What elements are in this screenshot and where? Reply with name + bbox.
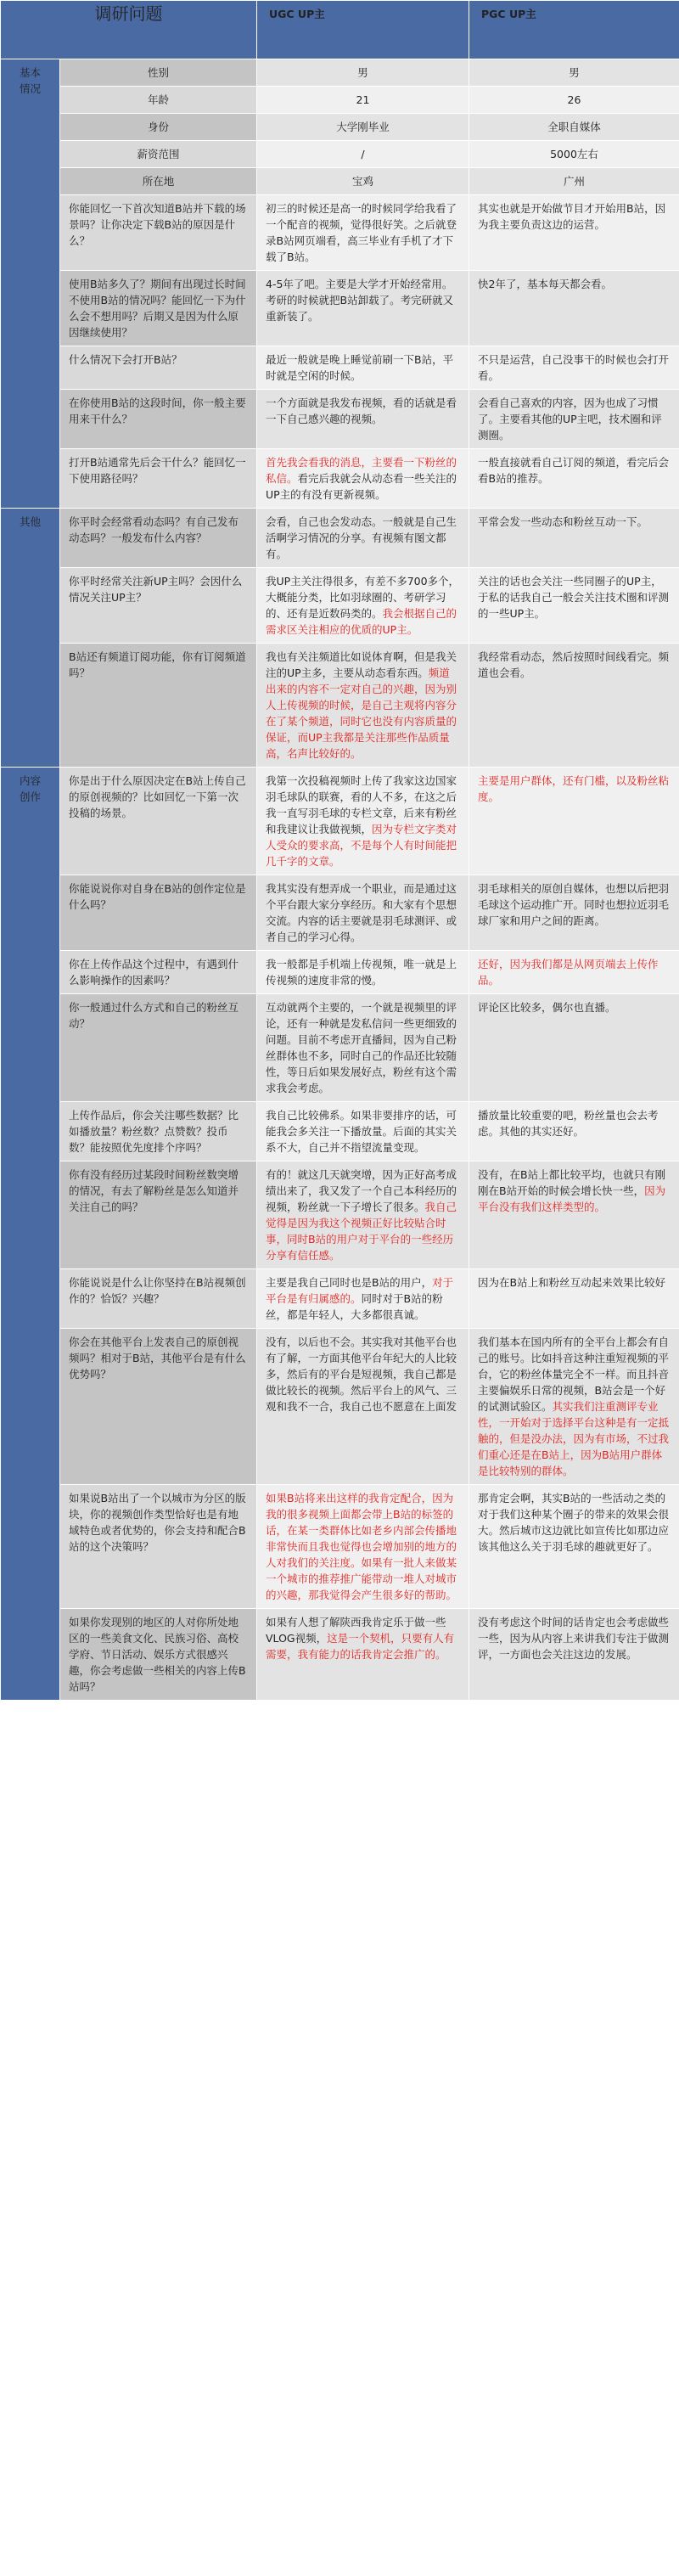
pgc-answer-cell — [469, 1329, 679, 1485]
pgc-answer-text: 关注的话也会关注一些同圈子的UP主，于私的话我自己一般会关注技术圈和评测的一些UP主。 — [478, 575, 670, 620]
question-text: 上传作品后，你会关注哪些数据？比如播放量？粉丝数？点赞数？投币数？能按照优先度排个序吗？ — [69, 1109, 239, 1154]
table-row — [1, 168, 679, 195]
ugc-answer-highlight: 首先我会看我的消息，主要看一下粉丝的私信。 — [266, 456, 457, 485]
question-text: 你会在其他平台上发表自己的原创视频吗？相对于B站，其他平台是有什么优势吗？ — [69, 1336, 246, 1381]
ugc-answer-highlight: 如果B站将来出这样的我肯定配合，因为我的很多视频上面都会带上B站的标签的话，在某一类群体比如老乡内部会传播地非常快而且我也觉得也会增加别的地方的人对我们的关注度。如果有一批人来做某一个城市的推荐推广能带动一堆人对城市的兴趣，那我觉得会产生很多好的帮助。 — [266, 1492, 457, 1601]
pgc-answer-highlight: 其实我们注重测评专业性，一开始对于选择平台这种是有一定抵触的，但是没办法，因为有市场，不过我们重心还是在B站上，因为B站用户群体是比较特别的群体。 — [478, 1400, 670, 1477]
pgc-answer-text: 没有考虑这个时间的话肯定也会考虑做些一些，因为从内容上来讲我们专注于做测评，一方面也会关注这边的发展。 — [478, 1616, 670, 1661]
ugc-answer-text: 主要是我自己同时也是B站的用户， — [266, 1276, 433, 1289]
pgc-answer-cell — [469, 951, 679, 994]
ugc-answer-cell — [257, 168, 469, 195]
table-row — [1, 390, 679, 449]
pgc-answer-cell — [469, 1485, 679, 1609]
question-cell — [60, 1102, 257, 1161]
question-cell — [60, 87, 257, 114]
question-cell — [60, 449, 257, 509]
ugc-answer-cell — [257, 1609, 469, 1701]
pgc-answer-text: 快2年了，基本每天都会看。 — [478, 278, 612, 290]
pgc-answer-cell — [469, 390, 679, 449]
pgc-answer-cell — [469, 87, 679, 114]
section-label: 内容创作 — [19, 774, 41, 803]
ugc-answer-text: 我也有关注频道比如说体育啊，但是我关注的UP主多，主要从动态看东西。 — [266, 650, 457, 679]
ugc-answer-cell — [257, 346, 469, 390]
ugc-answer-cell — [257, 768, 469, 875]
ugc-answer-cell — [257, 1161, 469, 1269]
pgc-answer-cell — [469, 994, 679, 1102]
ugc-answer-cell — [257, 1485, 469, 1609]
ugc-answer-text: / — [361, 148, 365, 160]
question-cell — [60, 1609, 257, 1701]
ugc-answer-text: 我第一次投稿视频时上传了我家这边国家羽毛球队的联赛，看的人不多，在这之后我一直写羽毛球的专栏文章，后来有粉丝和我建议让我做视频， — [266, 774, 457, 835]
section-content — [1, 768, 60, 1701]
table-row — [1, 994, 679, 1102]
pgc-answer-cell — [469, 114, 679, 141]
table-row — [1, 1485, 679, 1609]
table-row — [1, 1329, 679, 1485]
question-text: 在你使用B站的这段时间，你一般主要用来干什么？ — [69, 397, 246, 425]
question-cell — [60, 568, 257, 644]
table-row — [1, 87, 679, 114]
ugc-answer-text: 会看，自己也会发动态。一般就是自己生活啊学习情况的分享。有视频有图文都有。 — [266, 515, 457, 560]
ugc-answer-highlight: 我自己觉得是因为我这个视频正好比较贴合时事，同时B站的用户对于平台的一些经历分享有信任感。 — [266, 1201, 457, 1262]
ugc-answer-cell — [257, 141, 469, 168]
table-row — [1, 141, 679, 168]
pgc-answer-cell — [469, 768, 679, 875]
question-text: 你有没有经历过某段时间粉丝数突增的情况，有去了解粉丝是怎么知道并关注自己的吗？ — [69, 1168, 239, 1213]
pgc-answer-cell — [469, 1161, 679, 1269]
pgc-answer-cell — [469, 59, 679, 87]
pgc-answer-text: 我经常看动态，然后按照时间线看完。频道也会看。 — [478, 650, 670, 679]
pgc-answer-cell — [469, 509, 679, 568]
ugc-answer-cell — [257, 87, 469, 114]
question-text: 薪资范围 — [137, 148, 180, 160]
pgc-answer-cell — [469, 168, 679, 195]
pgc-answer-text: 羽毛球相关的原创自媒体，也想以后把羽毛球这个运动推广开。同时也想拉近羽毛球厂家和用户之间的距离。 — [478, 882, 670, 927]
question-cell — [60, 1329, 257, 1485]
pgc-answer-highlight: 还好，因为我们都是从网页端去上传作品。 — [478, 958, 659, 987]
question-cell — [60, 141, 257, 168]
question-text: 如果说B站出了一个以城市为分区的版块，你的视频创作类型恰好也是有地域特色或者优势的，你会支持和配合B站的这个决策吗？ — [69, 1492, 246, 1553]
question-text: 身份 — [147, 121, 169, 133]
question-cell — [60, 114, 257, 141]
ugc-answer-text: 我一般都是手机端上传视频，唯一就是上传视频的速度非常的慢。 — [266, 958, 457, 987]
section-label: 其他 — [19, 515, 41, 528]
table-row — [1, 768, 679, 875]
question-text: 你一般通过什么方式和自己的粉丝互动？ — [69, 1001, 239, 1030]
ugc-answer-text: 一个方面就是我发布视频，看的话就是看一下自己感兴趣的视频。 — [266, 397, 457, 425]
ugc-answer-text: 我其实没有想弄成一个职业，而是通过这个平台跟大家分享经历。和大家有个思想交流。内容的话主要就是羽毛球测评、或者自己的学习心得。 — [266, 882, 457, 943]
question-cell — [60, 346, 257, 390]
table-row — [1, 114, 679, 141]
pgc-answer-highlight: 主要是用户群体，还有门槛，以及粉丝粘度。 — [478, 774, 670, 803]
question-cell — [60, 875, 257, 951]
ugc-answer-text: 最近一般就是晚上睡觉前刷一下B站，平时就是空闲的时候。 — [266, 353, 454, 382]
pgc-answer-cell — [469, 1102, 679, 1161]
table-row — [1, 271, 679, 346]
pgc-answer-cell — [469, 568, 679, 644]
header-pgc: PGC UP主 — [469, 1, 679, 59]
question-text: 你平时经常关注新UP主吗？会因什么情况关注UP主？ — [69, 575, 243, 604]
table-row — [1, 1269, 679, 1329]
ugc-answer-cell — [257, 1102, 469, 1161]
pgc-answer-cell — [469, 271, 679, 346]
question-text: 打开B站通常先后会干什么？能回忆一下使用路径吗？ — [69, 456, 246, 485]
section-label: 基本情况 — [19, 66, 41, 95]
question-text: 所在地 — [142, 175, 175, 188]
question-cell — [60, 951, 257, 994]
pgc-answer-cell — [469, 1609, 679, 1701]
pgc-answer-text: 没有，在B站上都比较平均，也就只有刚刚在B站开始的时候会增长快一些， — [478, 1168, 666, 1197]
ugc-answer-text: 互动就两个主要的，一个就是视频里的评论，还有一种就是发私信问一些更细致的问题。目前不考虑开直播间，因为自己粉丝群体也不多，同时自己的作品还比较随性，等日后如果发展好点，粉丝有这个需求我会考虑。 — [266, 1001, 457, 1094]
question-cell — [60, 644, 257, 768]
question-text: 什么情况下会打开B站？ — [69, 353, 182, 366]
question-text: 你能说说你对自身在B站的创作定位是什么吗？ — [69, 882, 246, 911]
ugc-answer-highlight: 这是一个契机，只要有人有需要，我有能力的话我肯定会推广的。 — [266, 1632, 455, 1661]
ugc-answer-cell — [257, 509, 469, 568]
table-row — [1, 1102, 679, 1161]
ugc-answer-cell — [257, 271, 469, 346]
question-cell — [60, 195, 257, 271]
pgc-answer-highlight: 因为平台没有我们这样类型的。 — [478, 1184, 666, 1213]
pgc-answer-cell — [469, 644, 679, 768]
question-cell — [60, 994, 257, 1102]
pgc-answer-cell — [469, 449, 679, 509]
pgc-answer-text: 5000左右 — [550, 148, 598, 160]
table-row — [1, 346, 679, 390]
question-cell — [60, 59, 257, 87]
ugc-answer-cell — [257, 114, 469, 141]
pgc-answer-text: 男 — [569, 66, 580, 79]
table-row — [1, 59, 679, 87]
question-cell — [60, 271, 257, 346]
question-text: 你是出于什么原因决定在B站上传自己的原创视频的？比如回忆一下第一次投稿的场景。 — [69, 774, 246, 819]
table-row — [1, 195, 679, 271]
ugc-answer-highlight: 因为专栏文字类对人受众的要求高，不是每个人有时间能把几千字的文章。 — [266, 823, 457, 868]
ugc-answer-cell — [257, 951, 469, 994]
header-question: 调研问题 — [1, 1, 257, 59]
table-row — [1, 875, 679, 951]
question-text: 性别 — [147, 66, 169, 79]
pgc-answer-text: 我们基本在国内所有的全平台上都会有自己的账号。比如抖音这种注重短视频的平台，它的粉丝体量完全不一样。而且抖音主要偏娱乐日常的视频，B站会是一个好的试测试验区。 — [478, 1336, 670, 1413]
table-row — [1, 951, 679, 994]
table-row — [1, 1161, 679, 1269]
ugc-answer-text: 如果有人想了解陕西我肯定乐于做一些VLOG视频， — [266, 1616, 446, 1645]
ugc-answer-cell — [257, 390, 469, 449]
ugc-answer-text: 4-5年了吧。主要是大学才开始经常用。考研的时候就把B站卸载了。考完研就又重新装了。 — [266, 278, 454, 323]
pgc-answer-text: 评论区比较多，偶尔也直播。 — [478, 1001, 616, 1014]
pgc-answer-text: 不只是运营，自己没事干的时候也会打开看。 — [478, 353, 670, 382]
ugc-answer-cell — [257, 994, 469, 1102]
question-text: 你能说说是什么让你坚持在B站视频创作的？恰饭？兴趣？ — [69, 1276, 246, 1305]
section-other — [1, 509, 60, 768]
question-text: 你在上传作品这个过程中，有遇到什么影响操作的因素吗？ — [69, 958, 239, 987]
pgc-answer-text: 26 — [567, 93, 581, 106]
ugc-answer-text: 有的！就这几天就突增，因为正好高考成绩出来了，我又发了一个自己本科经历的视频，粉丝就一下子增长了很多。 — [266, 1168, 457, 1213]
pgc-answer-cell — [469, 875, 679, 951]
header-ugc: UGC UP主 — [257, 1, 469, 59]
table-row — [1, 449, 679, 509]
question-text: 使用B站多久了？期间有出现过长时间不使用B站的情况吗？能回忆一下为什么会不想用吗？后期又是因为什么原因继续使用？ — [69, 278, 246, 339]
question-cell — [60, 1269, 257, 1329]
ugc-answer-cell — [257, 195, 469, 271]
question-text: 如果你发现别的地区的人对你所处地区的一些美食文化、民族习俗、高校学府、节日活动、娱乐方式很感兴趣，你会考虑做一些相关的内容上传B站吗？ — [69, 1616, 246, 1693]
question-cell — [60, 390, 257, 449]
pgc-answer-cell — [469, 346, 679, 390]
table-row — [1, 509, 679, 568]
question-cell — [60, 1485, 257, 1609]
pgc-answer-text: 一般直接就看自己订阅的频道，看完后会看B站的推荐。 — [478, 456, 670, 485]
question-text: 你平时会经常看动态吗？有自己发布动态吗？一般发布什么内容？ — [69, 515, 239, 544]
question-cell — [60, 168, 257, 195]
ugc-answer-text: 没有，以后也不会。其实我对其他平台也有了解，一方面其他平台年纪大的人比较多，然后有的平台是短视频，我自己都是做比较长的视频。然后平台上的风气、三观和我不一合，我自己也不愿意在上面发 — [266, 1336, 457, 1413]
ugc-answer-cell — [257, 449, 469, 509]
question-text: B站还有频道订阅功能，你有订阅频道吗？ — [69, 650, 246, 679]
question-cell — [60, 509, 257, 568]
question-text: 你能回忆一下首次知道B站并下载的场景吗？让你决定下载B站的原因是什么？ — [69, 202, 246, 247]
ugc-answer-text: 宝鸡 — [351, 175, 373, 188]
ugc-answer-cell — [257, 1329, 469, 1485]
ugc-answer-text: 我自己比较佛系。如果非要排序的话，可能我会多关注一下播放量。后面的其实关系不大，自己并不指望流量变现。 — [266, 1109, 457, 1154]
pgc-answer-cell — [469, 141, 679, 168]
section-basic — [1, 59, 60, 509]
ugc-answer-cell — [257, 59, 469, 87]
pgc-answer-text: 广州 — [563, 175, 585, 188]
question-text: 年龄 — [147, 93, 169, 106]
pgc-answer-text: 那肯定会啊，其实B站的一些活动之类的对于我们这种某个圈子的带来的效果会很大。然后城市这边就比如宣传比如那边应该其他这么关于羽毛球的趣就更好了。 — [478, 1492, 670, 1553]
ugc-answer-tail: 同时对于B站的粉丝，都是年轻人，大多都很真诚。 — [266, 1292, 443, 1321]
ugc-answer-text: 大学刚毕业 — [336, 121, 390, 133]
pgc-answer-cell — [469, 195, 679, 271]
pgc-answer-text: 会看自己喜欢的内容，因为也成了习惯了。主要看其他的UP主吧，技术圈和评测圈。 — [478, 397, 662, 442]
ugc-answer-cell — [257, 875, 469, 951]
pgc-answer-text: 全职自媒体 — [547, 121, 601, 133]
header-row — [1, 1, 679, 59]
table-row — [1, 1609, 679, 1701]
ugc-answer-cell — [257, 1269, 469, 1329]
pgc-answer-text: 其实也就是开始做节目才开始用B站，因为我主要负责这边的运营。 — [478, 202, 666, 231]
ugc-answer-cell — [257, 644, 469, 768]
pgc-answer-text: 播放量比较重要的吧，粉丝量也会去考虑。其他的其实还好。 — [478, 1109, 659, 1138]
ugc-answer-text: 初三的时候还是高一的时候同学给我看了一个配音的视频，觉得很好笑。之后就登录B站网页端看，高三毕业有手机了才下载了B站。 — [266, 202, 457, 263]
ugc-answer-text: 看完后我就会从动态看一些关注的UP主的有没有更新视频。 — [266, 472, 457, 501]
ugc-answer-text: 21 — [356, 93, 370, 106]
question-cell — [60, 768, 257, 875]
ugc-answer-highlight: 对于平台是有归属感的。 — [266, 1276, 454, 1305]
pgc-answer-text: 因为在B站上和粉丝互动起来效果比较好 — [478, 1276, 666, 1289]
ugc-answer-text: 男 — [357, 66, 368, 79]
pgc-answer-text: 平常会发一些动态和粉丝互动一下。 — [478, 515, 648, 528]
table-row — [1, 568, 679, 644]
pgc-answer-cell — [469, 1269, 679, 1329]
ugc-answer-text: 我UP主关注得很多，有差不多700多个，大概能分类，比如羽球圈的、考研学习的、还有是近数码类的。 — [266, 575, 460, 620]
question-cell — [60, 1161, 257, 1269]
ugc-answer-cell — [257, 568, 469, 644]
ugc-answer-highlight: 我会根据自己的需求区关注相应的优质的UP主。 — [266, 607, 457, 636]
table-row — [1, 644, 679, 768]
ugc-answer-highlight: 频道出来的内容不一定对自己的兴趣，因为别人上传视频的时候，是自己主观将内容分在了某个频道，同时它也没有内容质量的保证，而UP主我都是关注那些作品质量高，名声比较好的。 — [266, 666, 457, 760]
